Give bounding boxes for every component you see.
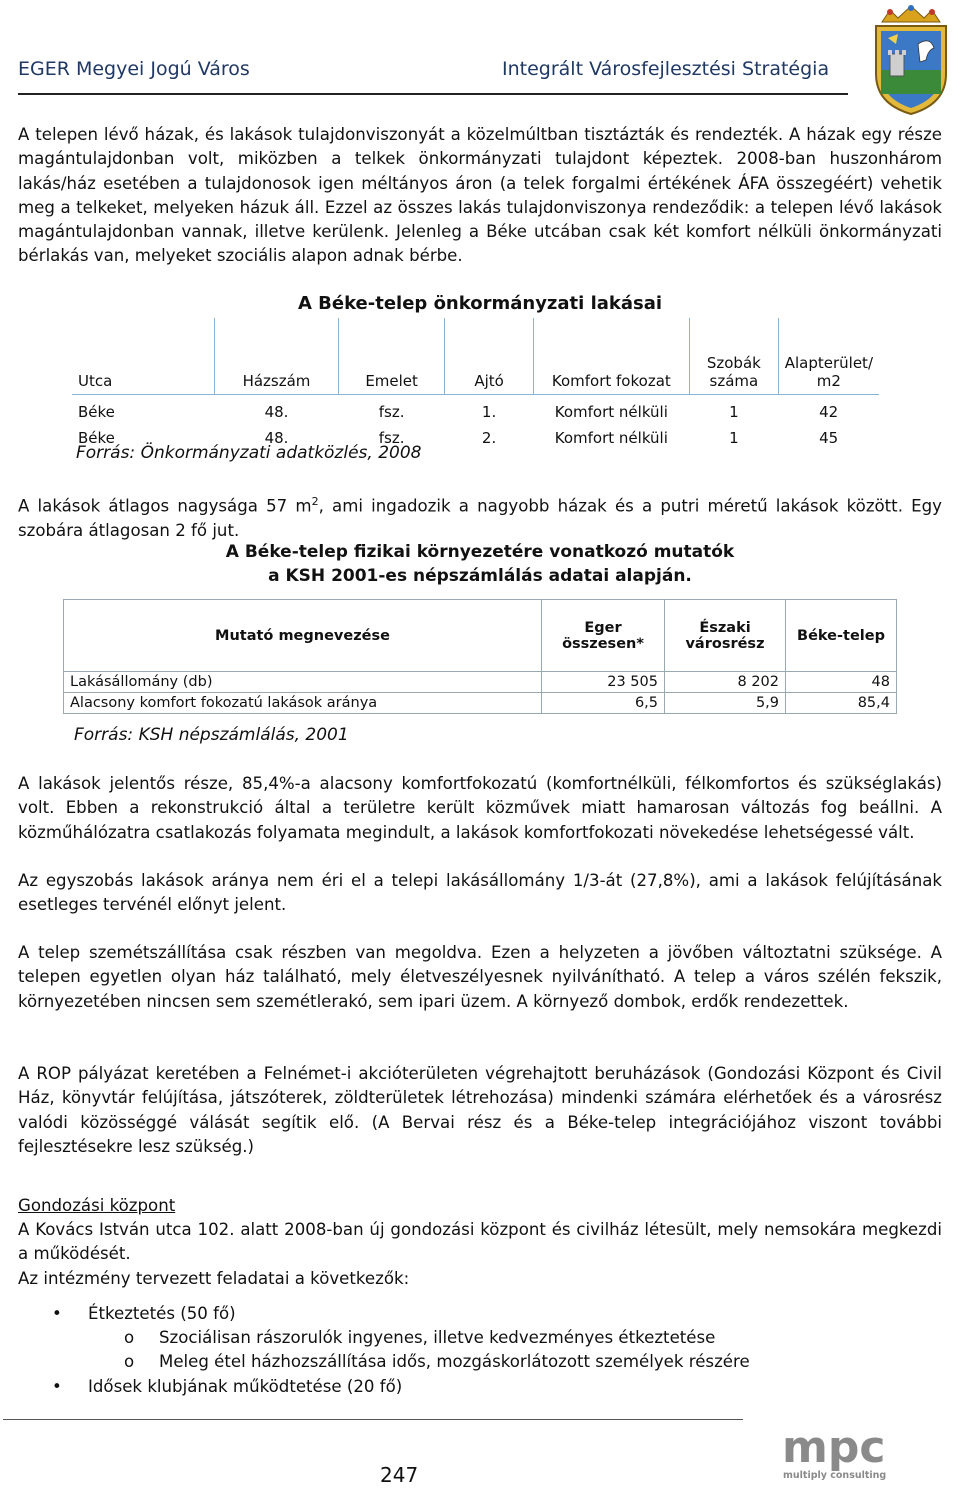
col-komfort: Komfort fokozat bbox=[533, 318, 689, 395]
sub-bullet-icon: o bbox=[124, 1328, 135, 1347]
logo-subtext: multiply consulting bbox=[783, 1470, 887, 1481]
intro-paragraph: A telepen lévő házak, és lakások tulajdonviszonyát a közelmúltban tisztázták és rendezték. A házak egy része magántulajdonban volt, miközben a telkek önkormányzati tulajdont képeztek. 2008-ban huszonhárom lakás/ház esetében a tulajdonosok igen méltányos áron (a telek forgalmi értékének ÁFA összegéért) vehetik meg a telkeket, melyeken házuk áll. Ezzel az összes lakás tulajdonviszonya rendeződik: a telepen lévő lakások magántulajdonban vannak, illetve kerülenk. Jelenleg a Béke utcában csak két komfort nélküli önkormányzati bérlakás van, melyeket szociális alapon adnak bérbe. bbox=[18, 125, 942, 266]
sub-list-item: Szociálisan rászorulók ingyenes, illetve kedvezményes étkeztetése bbox=[159, 1328, 716, 1347]
cell: 48. bbox=[264, 403, 289, 421]
col-beke: Béke-telep bbox=[786, 600, 897, 672]
table-header-row bbox=[72, 318, 879, 395]
table-row bbox=[72, 395, 879, 422]
care-center-paragraph: A Kovács István utca 102. alatt 2008-ban új gondozási központ és civilház létesült, mely nemsokára megkezdi a működését. bbox=[18, 1220, 942, 1264]
cell: Alacsony komfort fokozatú lakások aránya bbox=[64, 693, 542, 714]
cell: 48. bbox=[264, 429, 289, 447]
table-row bbox=[64, 693, 897, 714]
mpc-logo bbox=[780, 1420, 895, 1482]
table1-source: Forrás: Önkormányzati adatközlés, 2008 bbox=[76, 443, 422, 463]
cell: 2. bbox=[481, 429, 497, 447]
bullet-icon: • bbox=[52, 1377, 62, 1396]
cell: 85,4 bbox=[786, 693, 897, 714]
cell: 5,9 bbox=[665, 693, 786, 714]
logo-text: mpc bbox=[782, 1422, 886, 1473]
table2-title-line2: a KSH 2001-es népszámlálás adatai alapján. bbox=[268, 566, 692, 586]
col-emelet: Emelet bbox=[338, 318, 445, 395]
sub-bullet-icon: o bbox=[124, 1352, 135, 1371]
cell: 1. bbox=[481, 403, 497, 421]
col-eszaki bbox=[665, 600, 786, 672]
table1-title: A Béke-telep önkormányzati lakásai bbox=[297, 293, 663, 314]
col-utca: Utca bbox=[72, 318, 215, 395]
sub-list-item: Meleg étel házhozszállítása idős, mozgáskorlátozott személyek részére bbox=[159, 1352, 750, 1371]
average-size-paragraph bbox=[18, 490, 942, 543]
cell: Komfort nélküli bbox=[554, 403, 668, 421]
table2-title-line1: A Béke-telep fizikai környezetére vonatkozó mutatók bbox=[225, 542, 735, 562]
cell: 45 bbox=[819, 429, 839, 447]
cell: Béke bbox=[78, 403, 115, 421]
cell: Lakásállomány (db) bbox=[64, 672, 542, 693]
p2-after: , ami ingadozik a nagyobb házak és a putri méretű lakások között. Egy szobára átlagosan 2 fő jut. bbox=[18, 496, 942, 540]
col-alap-line1: Alapterület/ bbox=[784, 354, 873, 372]
cell: 23 505 bbox=[542, 672, 665, 693]
col-eszaki-line2: városrész bbox=[685, 635, 765, 652]
col-alapterulet bbox=[778, 318, 879, 395]
col-eger-line2: összesen* bbox=[562, 635, 644, 652]
cell: Béke bbox=[78, 429, 115, 447]
list-item: Étkeztetés (50 fő) bbox=[88, 1304, 236, 1323]
col-hazszam: Házszám bbox=[215, 318, 339, 395]
cell: Komfort nélküli bbox=[554, 429, 668, 447]
rop-paragraph: A ROP pályázat keretében a Felnémet-i akcióterületen végrehajtott beruházások (Gondozási Központ és Civil Ház, könyvtár felújítása, játszóterek, zöldterületek létrehozása) mindenki számára elérhetőek és a városrész valódi közösséggé válását segítik elő. (A Bervai rész és a Béke-telep integrációjához viszont további fejlesztésekre lesz szükség.) bbox=[18, 1064, 942, 1156]
table2-source: Forrás: KSH népszámlálás, 2001 bbox=[74, 725, 349, 745]
col-eszaki-line1: Északi bbox=[699, 619, 751, 636]
indicators-table bbox=[63, 599, 897, 714]
cell: 1 bbox=[729, 429, 739, 447]
col-szobak-line1: Szobák bbox=[706, 354, 761, 372]
table-row bbox=[64, 672, 897, 693]
comfort-paragraph: A lakások jelentős része, 85,4%-a alacsony komfortfokozatú (komfortnélküli, félkomfortos és szükséglakás) volt. Ebben a rekonstrukció által a területre került közművek miatt hamarosan változás fog beállni. A közműhálózatra csatlakozás folyamata megindult, a lakások komfortfokozati növekedése lehetségessé vált. bbox=[18, 774, 942, 842]
care-center-heading: Gondozási központ bbox=[18, 1196, 176, 1215]
col-mutato: Mutató megnevezése bbox=[64, 600, 542, 672]
single-room-paragraph: Az egyszobás lakások aránya nem éri el a telepi lakásállomány 1/3-át (27,8%), ami a lakások felújításának esetleges tervénél előnyt jelent. bbox=[18, 871, 942, 915]
table-header-row bbox=[64, 600, 897, 672]
tasks-intro: Az intézmény tervezett feladatai a következők: bbox=[18, 1269, 410, 1288]
cell: fsz. bbox=[378, 403, 405, 421]
header-left-title: EGER Megyei Jogú Város bbox=[18, 58, 250, 80]
cell: 6,5 bbox=[542, 693, 665, 714]
col-alap-line2: m2 bbox=[816, 372, 841, 390]
p2-sup: 2 bbox=[311, 495, 319, 508]
page-number: 247 bbox=[380, 1463, 419, 1487]
cell: fsz. bbox=[378, 429, 405, 447]
cell: 42 bbox=[819, 403, 839, 421]
waste-paragraph: A telep szemétszállítása csak részben van megoldva. Ezen a helyzeten a jövőben változtatni szüksége. A telepen egyetlen olyan ház található, mely életveszélyesnek nyilvánítható. A telep a város szélén fekszik, környezetében nincsen sem szemétlerakó, sem ipari üzem. A környező dombok, erdők rendezettek. bbox=[18, 943, 942, 1011]
col-eger-line1: Eger bbox=[584, 619, 622, 636]
col-ajto: Ajtó bbox=[445, 318, 533, 395]
p2-before: A lakások átlagos nagysága 57 m bbox=[18, 496, 312, 516]
col-szobak bbox=[689, 318, 778, 395]
bullet-icon: • bbox=[52, 1304, 62, 1323]
list-item: Idősek klubjának működtetése (20 fő) bbox=[88, 1377, 403, 1396]
coat-of-arms-icon bbox=[868, 4, 954, 116]
col-eger bbox=[542, 600, 665, 672]
cell: 48 bbox=[786, 672, 897, 693]
cell: 8 202 bbox=[665, 672, 786, 693]
header-right-title: Integrált Városfejlesztési Stratégia bbox=[502, 58, 830, 80]
col-szobak-line2: száma bbox=[709, 372, 759, 390]
housing-table bbox=[72, 318, 879, 447]
table2-title bbox=[18, 540, 942, 588]
cell: 1 bbox=[729, 403, 739, 421]
header-divider bbox=[18, 93, 848, 95]
footer-divider bbox=[3, 1419, 743, 1420]
